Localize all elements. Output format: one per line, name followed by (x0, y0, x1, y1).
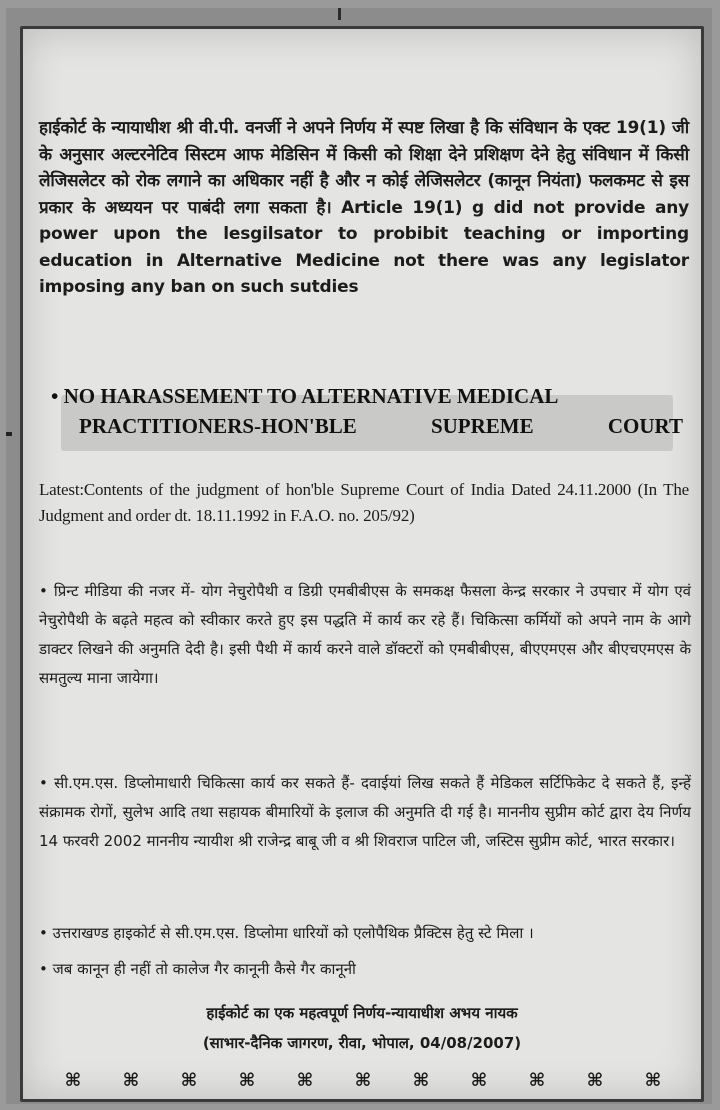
heading-line-2: PRACTITIONERS-HON'BLE SUPREME COURT (79, 414, 683, 438)
bullet-uttarakhand-highcourt: • उत्तराखण्ड हाइकोर्ट से सी.एम.एस. डिप्लोमा धारियों को एलोपैथिक प्रैक्टिस हेतु स्टे मिला । (39, 924, 534, 942)
ornament-icon: ⌘ (586, 1070, 604, 1091)
left-edge-mark (6, 432, 12, 436)
ornament-icon: ⌘ (644, 1070, 662, 1091)
bullet-print-media: • प्रिन्ट मीडिया की नजर में- योग नेचुरोपैथी व डिग्री एमबीबीएस के समकक्ष फैसला केन्द्र सरकार ने उपचार में योग एवं नेचुरोपैथी के बढ़ते महत्व को स्वीकार करते हुए इस पद्धति में कार्य कर रहे हैं। चिकित्सा कर्मियों को अपने नाम के आगे डाक्टर लिखने की अनुमति देदी है। इसी पैथी में कार्य करने वाले डॉक्टरों को एमबीबीएस, बीएएमएस और बीएचएमएस के समतुल्य माना जायेगा। (39, 582, 691, 687)
ornament-icon: ⌘ (122, 1070, 140, 1091)
top-fold-mark (338, 8, 341, 20)
heading-line-1: • NO HARASSEMENT TO ALTERNATIVE MEDICAL (51, 384, 559, 408)
latest-contents-text: Latest:Contents of the judgment of hon'ble Supreme Court of India Dated 24.11.2000 (In The Judgment and order dt. 18.11.1992 in F.A.O. no. 205/92) (39, 480, 689, 525)
photographed-page (6, 8, 712, 1104)
ornament-icon: ⌘ (528, 1070, 546, 1091)
ornament-icon: ⌘ (296, 1070, 314, 1091)
ornament-icon: ⌘ (238, 1070, 256, 1091)
source-citation: (साभार-दैनिक जागरण, रीवा, भोपाल, 04/08/2007) (202, 1034, 522, 1052)
bullet-cms-diploma: • सी.एम.एस. डिप्लोमाधारी चिकित्सा कार्य कर सकते हैं- दवाईयां लिख सकते हैं मेडिकल सर्टिफिकेट दे सकते हैं, इन्हें संक्रामक रोगों, सुलेभ आदि तथा सहायक बीमारियों के इलाज की अनुमति दी गई है। माननीय सुप्रीम कोर्ट द्वारा देय निर्णय 14 फरवरी 2002 माननीय न्यायीश श्री राजेन्द्र बाबू जी व श्री शिवराज पाटिल जी, जस्टिस सुप्रीम कोर्ट, भारत सरकार। (39, 774, 691, 850)
ornament-icon: ⌘ (354, 1070, 372, 1091)
ornament-row (63, 1069, 663, 1093)
ornament-icon: ⌘ (64, 1070, 82, 1091)
judgment-paragraph: हाईकोर्ट के न्यायाधीश श्री वी.पी. वनर्जी ने अपने निर्णय में स्पष्ट लिखा है कि संविधान के एक्ट 19(1) जी के अनुसार अल्टरनेटिव सिस्टम आफ मेडिसिन में किसी को शिक्षा देने प्रशिक्षण देने हेतु संविधान में किसी लेजिसलेटर को रोक लगाने का अधिकार नहीं है और न कोई लेजिसलेटर (कानून नियंता) फलकमट से इस प्रकार के अध्ययन पर पाबंदी लगा सकता है। Article 19(1) g did not provide any power upon the lesgilsator to probibit teaching or importing education in Alternative Medicine not there was any legislator imposing any ban on such sutdies (39, 118, 689, 297)
ornament-icon: ⌘ (470, 1070, 488, 1091)
ornament-icon: ⌘ (180, 1070, 198, 1091)
source-title: हाईकोर्ट का एक महत्वपूर्ण निर्णय-न्यायाधीश अभय नायक (206, 1004, 518, 1022)
ornament-icon: ⌘ (412, 1070, 430, 1091)
bullet-law-college: • जब कानून ही नहीं तो कालेज गैर कानूनी कैसे गैर कानूनी (39, 960, 356, 978)
section-heading (51, 381, 683, 441)
document-card (20, 26, 704, 1102)
